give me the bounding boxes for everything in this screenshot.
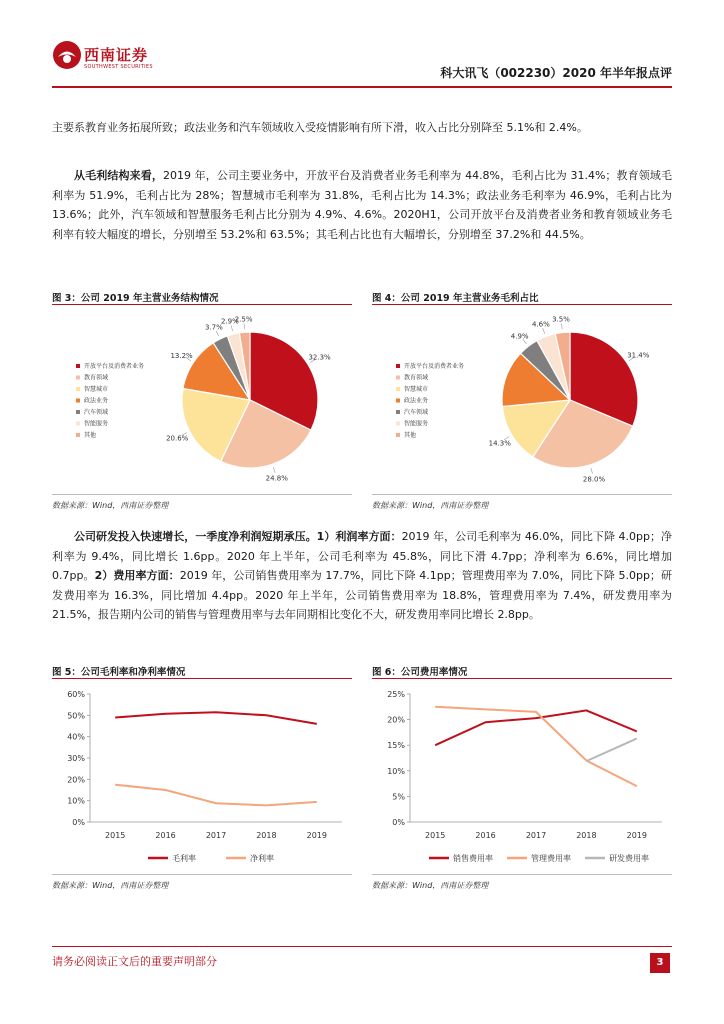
pie-label-leader xyxy=(591,468,593,474)
x-tick-label: 2019 xyxy=(626,831,647,840)
x-tick-label: 2018 xyxy=(576,831,597,840)
legend-label: 智能服务 xyxy=(84,420,109,428)
pie-label-leader xyxy=(231,325,233,331)
legend-label: 汽车领域 xyxy=(84,409,109,416)
legend-label: 管理费用率 xyxy=(531,854,571,863)
paragraph-gross-margin xyxy=(52,166,672,244)
legend-label: 研发费用率 xyxy=(609,854,649,863)
figure-4-source: 数据来源：Wind，西南证券整理 xyxy=(372,501,489,510)
legend-swatch xyxy=(396,422,400,426)
legend-label: 汽车领域 xyxy=(404,409,429,416)
x-tick-label: 2015 xyxy=(425,831,446,840)
paragraph-text: 2019 年，公司主要业务中，开放平台及消费者业务毛利率为 44.8%，毛利占比为 31.4%；教育领域毛利率为 51.9%，毛利占比为 28%；智慧城市毛利率为 31.8%，毛利占比为 14.3%；政法业务毛利率为 46.9%，毛利占比为 13.6%；此外，汽车领域和智慧服务毛利占比分别为 4.9%、4.6%。2020H1，公司开放平台及消费者业务和教育领域业务毛利率有较大幅度的增长，分别增至 53.2%和 63.5%；其毛利占比也有大幅增长，分别增至 37.2%和 44.5%。 xyxy=(52,169,673,241)
legend-label: 净利率 xyxy=(250,854,274,863)
legend-label: 其他 xyxy=(84,432,97,439)
figure-6-source: 数据来源：Wind，西南证券整理 xyxy=(372,881,489,890)
legend-swatch xyxy=(396,376,400,380)
figure-3-chart xyxy=(52,308,352,494)
legend-label: 毛利率 xyxy=(172,854,196,863)
legend-swatch xyxy=(396,399,400,403)
legend-swatch xyxy=(76,364,80,368)
paragraph-rd-expense xyxy=(52,527,672,625)
legend-swatch xyxy=(396,364,400,368)
logo-english-name: SOUTHWEST SECURITIES xyxy=(84,64,153,70)
paragraph-lead-2: 2）费用率方面： xyxy=(94,569,180,583)
series-line xyxy=(115,785,317,806)
legend-swatch xyxy=(396,410,400,414)
legend-swatch xyxy=(76,399,80,403)
figure-3-title: 图 3：公司 2019 年主营业务结构情况 xyxy=(52,293,219,304)
line-chart-margins xyxy=(52,682,352,872)
page-number: 3 xyxy=(650,953,670,973)
figure-5-title-rule xyxy=(52,678,352,679)
figure-4-title: 图 4：公司 2019 年主营业务毛利占比 xyxy=(372,293,539,304)
y-tick-label: 15% xyxy=(387,741,405,751)
pie-data-label: 32.3% xyxy=(308,353,331,362)
line-chart-expense-ratios xyxy=(372,682,672,872)
figure-5-title: 图 5：公司毛利率和净利率情况 xyxy=(52,667,186,678)
pie-chart-gross-profit xyxy=(372,308,672,494)
figure-6-title: 图 6：公司费用率情况 xyxy=(372,667,468,678)
pie-data-label: 31.4% xyxy=(627,351,650,360)
y-tick-label: 20% xyxy=(67,775,85,785)
y-tick-label: 60% xyxy=(67,690,85,699)
legend-swatch xyxy=(76,433,80,437)
paragraph-text: 主要系教育业务拓展所致；政法业务和汽车领域收入受疫情影响有所下滑，收入占比分别降至 5.1%和 2.4%。 xyxy=(52,121,588,134)
figure-5-source-rule xyxy=(52,874,352,875)
pie-data-label: 20.6% xyxy=(166,434,189,443)
paragraph-text-2: 2019 年，公司销售费用率为 17.7%，同比下降 4.1pp；管理费用率为 7.0%，同比下降 5.0pp；研发费用率为 16.3%，同比增加 4.4pp。2020 年上半年，公司销售费用率为 18.8%，管理费用率为 7.4%，研发费用率为 21.5%，报告期内公司的销售与管理费用率与去年同期相比变化不大，研发费用率同比增长 2.8pp。 xyxy=(52,569,672,622)
figure-5-chart xyxy=(52,682,352,872)
paragraph-revenue xyxy=(52,118,672,138)
figure-6-source-rule xyxy=(372,874,672,875)
y-tick-label: 0% xyxy=(392,818,405,827)
y-tick-label: 5% xyxy=(392,792,405,802)
legend-swatch xyxy=(76,410,80,414)
legend-swatch xyxy=(76,387,80,391)
y-tick-label: 30% xyxy=(67,754,85,763)
pie-label-leader xyxy=(273,467,275,473)
legend-label: 政法业务 xyxy=(404,397,429,405)
page-header xyxy=(52,36,672,86)
y-tick-label: 10% xyxy=(387,766,405,776)
legend-label: 教育领域 xyxy=(404,374,429,382)
y-tick-label: 0% xyxy=(72,818,85,827)
series-line xyxy=(435,710,637,745)
pie-data-label: 28.0% xyxy=(582,475,606,484)
figure-4-chart xyxy=(372,308,672,494)
x-tick-label: 2017 xyxy=(205,831,227,840)
series-line xyxy=(586,739,636,762)
x-tick-label: 2016 xyxy=(155,831,176,840)
pie-data-label: 2.5% xyxy=(234,315,253,324)
pie-chart-main-business xyxy=(52,308,352,494)
x-tick-label: 2017 xyxy=(525,831,547,840)
pie-data-label: 2.9% xyxy=(221,317,239,326)
figure-4-title-rule xyxy=(372,304,672,305)
figure-3-source: 数据来源：Wind，西南证券整理 xyxy=(52,501,169,510)
pie-label-leader xyxy=(562,324,563,330)
x-tick-label: 2019 xyxy=(306,831,327,840)
figure-4-source-rule xyxy=(372,494,672,495)
figure-3-source-rule xyxy=(52,494,352,495)
pie-data-label: 4.6% xyxy=(532,320,550,329)
report-title: 科大讯飞（002230）2020 年半年报点评 xyxy=(440,66,672,80)
figure-6-title-rule xyxy=(372,678,672,679)
footer-disclaimer: 请务必阅读正文后的重要声明部分 xyxy=(52,955,217,968)
pie-data-label: 4.9% xyxy=(510,332,529,341)
legend-label: 智能服务 xyxy=(404,420,429,428)
header-divider xyxy=(52,86,672,88)
legend-label: 智慧城市 xyxy=(404,386,429,393)
legend-label: 教育领域 xyxy=(84,374,109,382)
x-tick-label: 2015 xyxy=(105,831,126,840)
legend-label: 其他 xyxy=(404,432,417,439)
x-tick-label: 2018 xyxy=(256,831,277,840)
y-tick-label: 20% xyxy=(387,715,405,725)
legend-label: 开放平台及消费者业务 xyxy=(84,363,145,370)
figure-3-title-rule xyxy=(52,304,352,305)
logo-emblem-icon xyxy=(52,40,82,70)
paragraph-text: 2019 年，公司毛利率为 46.0%，同比下降 4.0pp；净利率为 9.4%，同比增长 1.6pp。2020 年上半年，公司毛利率为 45.8%，同比下滑 4.7pp；净利率为 6.6%，同比增加 0.7pp。 xyxy=(52,530,672,583)
legend-swatch xyxy=(76,422,80,426)
legend-label: 智慧城市 xyxy=(84,386,109,393)
y-tick-label: 50% xyxy=(67,711,85,721)
y-tick-label: 40% xyxy=(67,732,85,742)
legend-label: 政法业务 xyxy=(84,397,109,405)
x-tick-label: 2016 xyxy=(475,831,496,840)
pie-data-label: 24.8% xyxy=(265,474,288,483)
pie-label-leader xyxy=(216,331,219,336)
legend-swatch xyxy=(396,433,400,437)
y-tick-label: 25% xyxy=(387,690,405,699)
pie-label-leader xyxy=(543,328,545,334)
footer-divider xyxy=(52,946,672,947)
pie-data-label: 13.2% xyxy=(170,351,193,360)
legend-swatch xyxy=(76,376,80,380)
figure-6-chart xyxy=(372,682,672,872)
legend-label: 开放平台及消费者业务 xyxy=(404,363,465,370)
pie-data-label: 3.5% xyxy=(552,315,570,324)
logo-chinese-name: 西南证券 xyxy=(84,46,149,64)
y-tick-label: 10% xyxy=(67,796,85,806)
pie-data-label: 3.7% xyxy=(205,323,223,332)
series-line xyxy=(115,712,317,724)
company-logo xyxy=(52,40,172,80)
legend-swatch xyxy=(396,387,400,391)
pie-data-label: 14.3% xyxy=(488,439,511,448)
figure-5-source: 数据来源：Wind，西南证券整理 xyxy=(52,881,169,890)
paragraph-lead: 从毛利结构来看， xyxy=(74,169,163,182)
paragraph-lead: 公司研发投入快速增长，一季度净利润短期承压。1）利润率方面： xyxy=(74,530,402,543)
legend-label: 销售费用率 xyxy=(453,854,493,863)
